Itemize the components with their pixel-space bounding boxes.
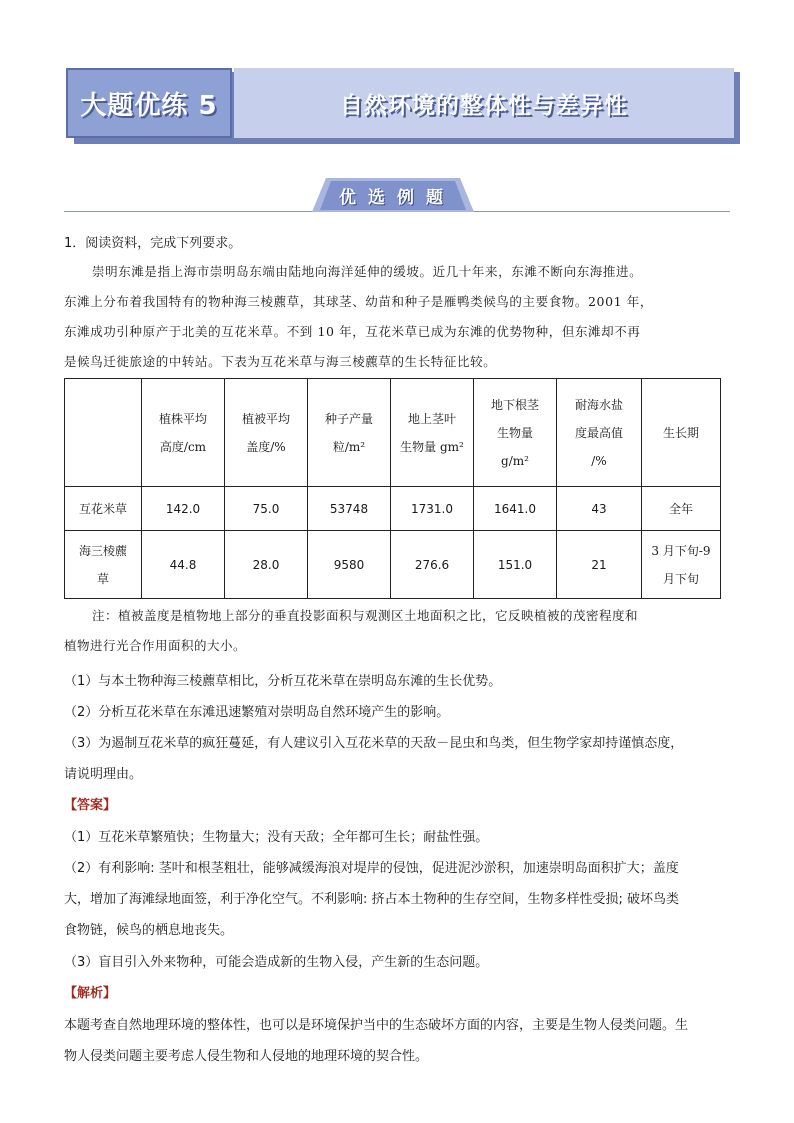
table-header-cell [65,379,142,487]
header-title: 自然环境的整体性与差异性 [340,92,628,119]
material-line: 东滩上分布着我国特有的物种海三棱藨草，其球茎、幼苗和种子是雁鸭类候鸟的主要食物。2001 年， [64,294,653,309]
material-line: 是候鸟迁徙旅途的中转站。下表为互花米草与海三棱藨草的生长特征比较。 [64,354,497,369]
table-cell: 1641.0 [474,487,557,531]
answer-label: 【答案】 [64,798,117,813]
answer-line: （3）盲目引入外来物种，可能会造成新的生物入侵，产生新的生态问题。 [64,955,489,970]
comparison-table [64,378,721,599]
section-badge-label: 优选例题 [339,187,455,208]
sub-question: （3）为遏制互花米草的疯狂蔓延，有人建议引入互花米草的天敌－昆虫和鸟类，但生物学家却持谨慎态度， [64,736,684,751]
table-cell: 3 月下旬-9 月下旬 [642,531,721,599]
table-note: 注：植被盖度是植物地上部分的垂直投影面积与观测区土地面积之比，它反映植被的茂密程度和 [92,608,639,623]
table-header-cell: 耐海水盐 度最高值 /% [557,379,642,487]
material-line: 东滩成功引种原产于北美的互花米草。不到 10 年，互花米草已成为东滩的优势物种，但东滩却不再 [64,324,641,339]
table-cell: 142.0 [142,487,225,531]
table-header-cell: 生长期 [642,379,721,487]
table-header-cell: 植被平均 盖度/% [225,379,308,487]
material-line: 崇明东滩是指上海市崇明岛东端由陆地向海洋延伸的缓坡。近几十年来，东滩不断向东海推进。 [92,264,643,279]
table-cell: 151.0 [474,531,557,599]
section-badge [312,178,474,212]
table-cell: 44.8 [142,531,225,599]
header-tag-box [66,68,232,138]
table-cell: 9580 [308,531,391,599]
answer-line: 大，增加了海滩绿地面签，利于净化空气。不利影响: 挤占本土物种的生存空间，生物多样性受损; 破坏鸟类 [64,892,680,907]
table-cell: 53748 [308,487,391,531]
table-note: 植物进行光合作用面积的大小。 [64,638,247,653]
question-number-line: 1．阅读资料，完成下列要求。 [64,236,242,251]
table-cell: 28.0 [225,531,308,599]
answer-line: （1）互花米草繁殖快；生物量大；没有天敌；全年都可生长；耐盐性强。 [64,830,489,845]
sub-question: （1）与本土物种海三棱藨草相比，分析互花米草在崇明岛东滩的生长优势。 [64,674,502,689]
table-header-cell: 地下根茎 生物量 g/m² [474,379,557,487]
analysis-label: 【解析】 [64,986,117,1001]
table-row-label: 海三棱藨 草 [65,531,142,599]
sub-question: 请说明理由。 [64,767,143,782]
sub-question: （2）分析互花米草在东滩迅速繁殖对崇明岛自然环境产生的影响。 [64,705,450,720]
table-row [65,487,721,531]
table-cell: 21 [557,531,642,599]
table-cell: 276.6 [391,531,474,599]
table-row [65,531,721,599]
answer-line: （2）有利影响: 茎叶和根茎粗壮，能够减缓海浪对堤岸的侵蚀，促进泥沙淤积，加速崇明岛面积扩大；盖度 [64,861,679,876]
header-title-box [234,68,734,138]
analysis-line: 物人侵类问题主要考虑人侵生物和人侵地的地理环境的契合性。 [64,1049,429,1064]
table-cell: 1731.0 [391,487,474,531]
table-cell: 75.0 [225,487,308,531]
table-header-cell: 地上茎叶 生物量 gm² [391,379,474,487]
header-tag: 大题优练 5 [80,90,218,121]
answer-line: 食物链，候鸟的栖息地丧失。 [64,923,234,938]
table-header-cell: 种子产量 粒/m² [308,379,391,487]
table-cell: 43 [557,487,642,531]
table-row-label: 互花米草 [65,487,142,531]
analysis-line: 本题考查自然地理环境的整体性，也可以是环境保护当中的生态破坏方面的内容，主要是生物人侵类问题。生 [64,1018,689,1033]
table-header-row [65,379,721,487]
table-cell: 全年 [642,487,721,531]
table-header-cell: 植株平均 高度/cm [142,379,225,487]
